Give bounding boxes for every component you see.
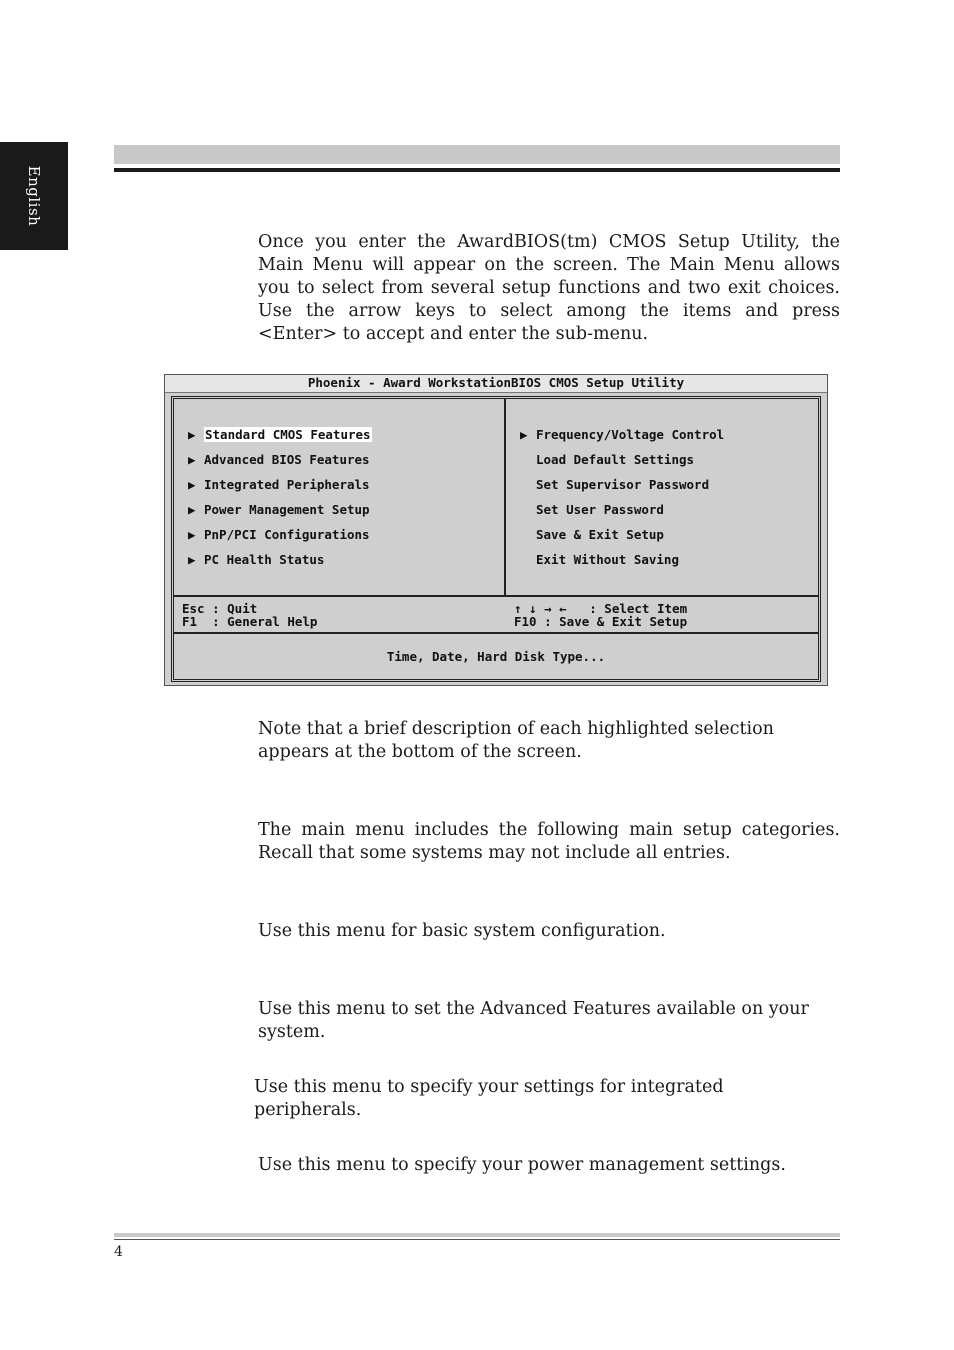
desc-integrated-peripherals: Use this menu to specify your settings for integrated peripherals. [254, 1077, 724, 1120]
bios-menu-item-load-defaults[interactable] [520, 451, 724, 476]
bios-menu-item-advanced-bios[interactable] [188, 451, 372, 476]
header-black-rule [114, 168, 840, 172]
bios-menu-item-exit-without-saving[interactable] [520, 551, 724, 576]
bios-screenshot [164, 374, 828, 686]
bios-menu-item-label: Exit Without Saving [536, 552, 679, 567]
bios-right-menu [520, 426, 724, 576]
bios-menu-item-label: Set Supervisor Password [536, 477, 710, 492]
arrow-right-icon: ▶ [188, 427, 196, 442]
bios-left-menu [188, 426, 372, 576]
footer-gray-bar [114, 1233, 840, 1237]
page-number: 4 [114, 1244, 123, 1260]
bios-menu-item-label: Integrated Peripherals [204, 477, 370, 492]
intro-paragraph: Once you enter the AwardBIOS(tm) CMOS Setup Utility, the Main Menu will appear on the screen. The Main Menu allows you to select from several setup functions and two exit choices. Use the arrow keys to select among the items and press <Enter> to accept and enter the sub-menu. [258, 232, 840, 344]
key-hint-quit: Esc : Quit [182, 601, 258, 616]
bios-frame [171, 396, 821, 682]
bios-menu-item-label: Frequency/Voltage Control [536, 427, 725, 442]
header-gray-bar [114, 145, 840, 164]
bios-menu-item-label: Save & Exit Setup [536, 527, 664, 542]
footer-rule [114, 1239, 840, 1240]
bios-title: Phoenix - Award WorkstationBIOS CMOS Setup Utility [165, 375, 827, 393]
language-tab [0, 142, 68, 250]
bios-menu-item-save-exit[interactable] [520, 526, 724, 551]
arrow-right-icon: ▶ [188, 527, 196, 542]
bios-menu-item-label: Standard CMOS Features [205, 427, 371, 442]
note-paragraph: Note that a brief description of each highlighted selection appears at the bottom of the screen. [258, 719, 774, 762]
desc-advanced-bios: Use this menu to set the Advanced Features available on your system. [258, 999, 809, 1042]
arrow-right-icon: ▶ [188, 502, 196, 517]
key-hint-help: F1 : General Help [182, 614, 318, 629]
bios-menu-item-power-management[interactable] [188, 501, 372, 526]
bios-menu-item-label: Set User Password [536, 502, 664, 517]
bios-keys-right [514, 602, 687, 628]
key-hint-select: ↑ ↓ → ← : Select Item [514, 601, 688, 616]
bios-menu-item-supervisor-password[interactable] [520, 476, 724, 501]
bios-menu-item-label: PC Health Status [204, 552, 325, 567]
bios-menu-item-integrated-peripherals[interactable] [188, 476, 372, 501]
bios-keys-left [182, 602, 317, 628]
bios-menu-item-pc-health[interactable] [188, 551, 372, 576]
desc-standard-cmos: Use this menu for basic system configuration. [258, 921, 666, 941]
arrow-right-icon: ▶ [188, 452, 196, 467]
categories-paragraph: The main menu includes the following main setup categories. Recall that some systems may not include all entries. [258, 820, 840, 863]
bios-menu-item-label: PnP/PCI Configurations [204, 527, 370, 542]
key-hint-save: F10 : Save & Exit Setup [514, 614, 688, 629]
arrow-right-icon: ▶ [188, 552, 196, 567]
bios-menu-item-frequency-voltage[interactable] [520, 426, 724, 451]
desc-power-management: Use this menu to specify your power management settings. [258, 1155, 786, 1175]
bios-menu-item-label: Load Default Settings [536, 452, 695, 467]
bios-divider-help [174, 632, 818, 634]
bios-vertical-divider [504, 399, 506, 595]
bios-menu-item-pnp-pci[interactable] [188, 526, 372, 551]
bios-menu-item-label: Power Management Setup [204, 502, 370, 517]
bios-divider-keys [174, 595, 818, 597]
language-tab-label: English [25, 165, 43, 227]
bios-menu-item-user-password[interactable] [520, 501, 724, 526]
bios-help-text: Time, Date, Hard Disk Type... [386, 649, 606, 664]
bios-menu-item-standard-cmos[interactable] [188, 426, 372, 451]
bios-menu-item-label: Advanced BIOS Features [204, 452, 370, 467]
arrow-right-icon: ▶ [520, 427, 528, 442]
arrow-right-icon: ▶ [188, 477, 196, 492]
